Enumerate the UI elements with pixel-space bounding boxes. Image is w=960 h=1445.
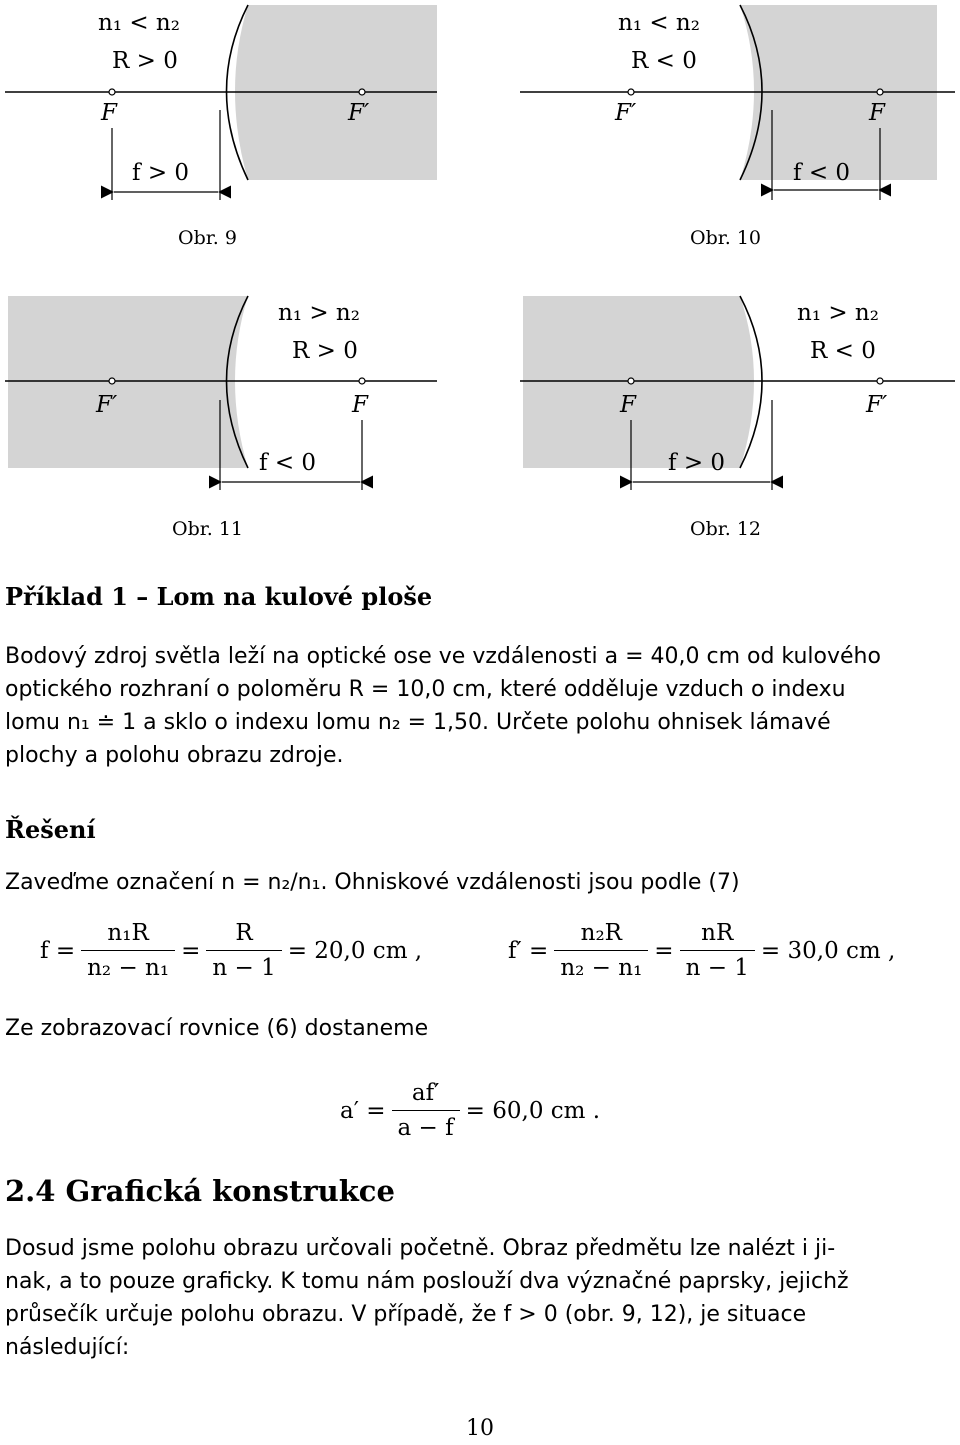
fraction-numerator: R — [235, 920, 253, 946]
text-line: lomu n₁ ≐ 1 a sklo o indexu lomu n₂ = 1,50. Určete polohu ohnisek lámavé — [5, 710, 831, 735]
fraction — [680, 920, 755, 981]
fraction-denominator: n − 1 — [680, 950, 755, 981]
focal-label: f > 0 — [132, 160, 190, 186]
focal-label: f < 0 — [259, 450, 317, 476]
focus-label: F′ — [348, 100, 370, 126]
figure-caption: Obr. 9 — [178, 227, 237, 249]
fraction — [81, 920, 175, 981]
fraction — [554, 920, 648, 981]
figure-caption: Obr. 11 — [172, 518, 243, 540]
text-line: následující: — [5, 1335, 130, 1360]
focal-label: f < 0 — [793, 160, 851, 186]
eq-result: = 20,0 cm , — [287, 937, 423, 964]
focus-point — [359, 378, 365, 384]
eq-result: = 30,0 cm , — [760, 937, 896, 964]
fraction-denominator: a − f — [392, 1110, 460, 1141]
focus-label: F — [101, 100, 117, 126]
cond-refractive: n₁ < n₂ — [618, 10, 700, 36]
focus-point — [628, 89, 634, 95]
cond-refractive: n₁ < n₂ — [98, 10, 180, 36]
text-line: nak, a to pouze graficky. K tomu nám poslouží dva význačné paprsky, jejichž — [5, 1269, 849, 1294]
text-line: Bodový zdroj světla leží na optické ose ve vzdálenosti a = 40,0 cm od kulového — [5, 644, 881, 669]
focus-label: F — [620, 392, 636, 418]
focus-label: F′ — [866, 392, 888, 418]
cond-radius: R > 0 — [112, 48, 178, 74]
fraction-denominator: n₂ − n₁ — [81, 950, 175, 981]
figure-obr10 — [520, 5, 955, 249]
focus-point — [877, 89, 883, 95]
glass-region — [8, 296, 248, 468]
figures-canvas — [0, 0, 960, 560]
figure-obr12 — [520, 296, 955, 540]
solution-intro: Zaveďme označení n = n₂/n₁. Ohniskové vzdálenosti jsou podle (7) — [5, 870, 740, 895]
text-line: průsečík určuje polohu obrazu. V případě, že f > 0 (obr. 9, 12), je situace — [5, 1302, 807, 1327]
fraction-numerator: n₂R — [580, 920, 622, 946]
solution-mid-text: Ze zobrazovací rovnice (6) dostaneme — [5, 1016, 429, 1041]
figure-caption: Obr. 10 — [690, 227, 761, 249]
text-line: optického rozhraní o poloměru R = 10,0 cm, které odděluje vzduch o indexu — [5, 677, 846, 702]
example-text — [5, 640, 955, 772]
fraction — [206, 920, 281, 981]
focus-point — [109, 378, 115, 384]
fraction-numerator: af′ — [411, 1080, 440, 1106]
equation-f — [40, 920, 422, 981]
equation-f-prime — [508, 920, 895, 981]
focus-point — [628, 378, 634, 384]
fraction-denominator: n − 1 — [206, 950, 281, 981]
focus-label: F′ — [615, 100, 637, 126]
cond-refractive: n₁ > n₂ — [797, 300, 879, 326]
fraction-numerator: nR — [701, 920, 734, 946]
figure-obr9 — [5, 5, 437, 249]
solution-title: Řešení — [5, 815, 96, 844]
fraction — [392, 1080, 460, 1141]
eq-result: = 60,0 cm . — [465, 1097, 601, 1124]
cond-refractive: n₁ > n₂ — [278, 300, 360, 326]
figure-obr11 — [5, 296, 437, 540]
focal-label: f > 0 — [668, 450, 726, 476]
focus-label: F′ — [96, 392, 118, 418]
cond-radius: R > 0 — [292, 338, 358, 364]
text-line: plochy a polohu obrazu zdroje. — [5, 743, 344, 768]
cond-radius: R < 0 — [631, 48, 697, 74]
focus-point — [359, 89, 365, 95]
figure-caption: Obr. 12 — [690, 518, 761, 540]
eq-sign: = — [181, 937, 201, 964]
example-title: Příklad 1 – Lom na kulové ploše — [5, 582, 433, 611]
section-text — [5, 1232, 955, 1364]
cond-radius: R < 0 — [810, 338, 876, 364]
text-line: Dosud jsme polohu obrazu určovali početně. Obraz předmětu lze nalézt i ji- — [5, 1236, 836, 1261]
focus-label: F — [869, 100, 885, 126]
fraction-denominator: n₂ − n₁ — [554, 950, 648, 981]
eq-lhs: f = — [40, 937, 76, 964]
eq-lhs: f′ = — [508, 937, 549, 964]
eq-lhs: a′ = — [340, 1097, 386, 1124]
glass-region — [523, 296, 754, 468]
focus-point — [877, 378, 883, 384]
focus-label: F — [352, 392, 368, 418]
section-title: 2.4 Grafická konstrukce — [5, 1174, 395, 1208]
focus-point — [109, 89, 115, 95]
eq-sign: = — [654, 937, 674, 964]
fraction-numerator: n₁R — [107, 920, 149, 946]
page-number: 10 — [466, 1416, 494, 1441]
equation-image-distance — [340, 1080, 600, 1141]
